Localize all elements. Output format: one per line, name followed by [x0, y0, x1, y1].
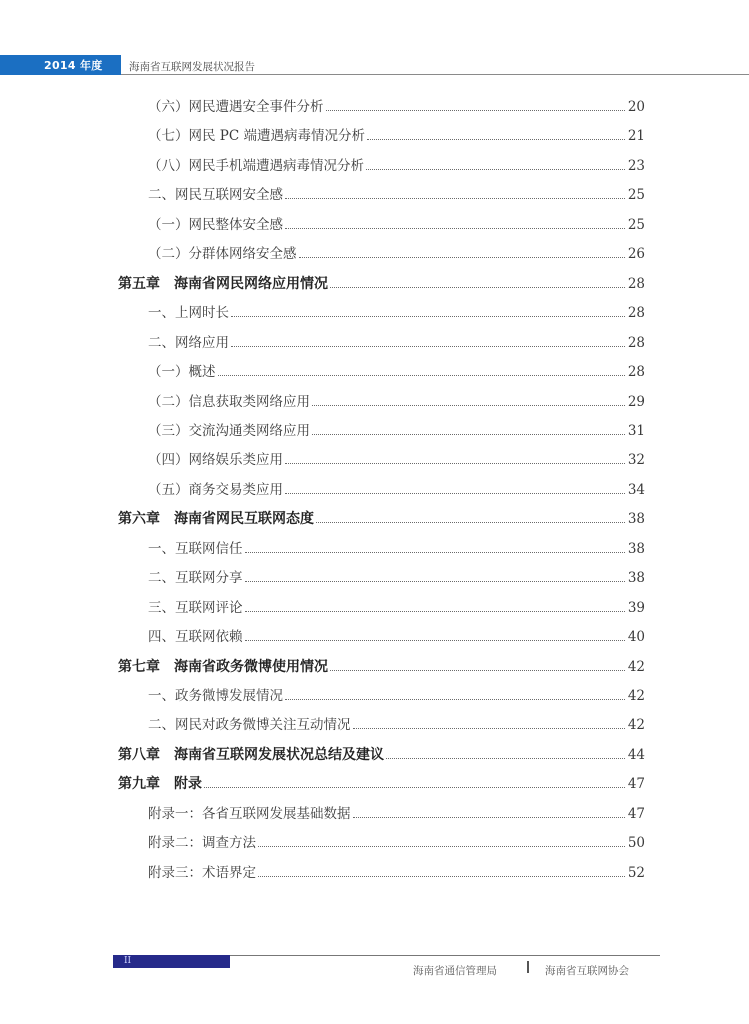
- dot-leader: [366, 169, 625, 170]
- toc-entry[interactable]: [0, 744, 749, 764]
- toc-entry-page: 28: [627, 364, 645, 381]
- toc-entry-label: （二）分群体网络安全感: [148, 246, 297, 263]
- dot-leader: [326, 110, 626, 111]
- header-report-title: 海南省互联网发展状况报告: [129, 61, 255, 73]
- toc-entry-page: 31: [627, 422, 645, 439]
- dot-leader: [245, 581, 626, 582]
- toc-entry-page: 21: [627, 128, 645, 145]
- toc-entry[interactable]: [0, 773, 749, 793]
- dot-leader: [285, 198, 625, 199]
- toc-entry-label: [118, 746, 386, 764]
- toc-entry-label: [118, 510, 316, 528]
- toc-entry-page: 38: [627, 511, 645, 528]
- dot-leader: [245, 611, 626, 612]
- toc-entry-label: [118, 775, 204, 793]
- footer-org-right: 海南省互联网协会: [545, 965, 629, 977]
- toc-entry-label: 一、政务微博发展情况: [148, 688, 283, 704]
- toc-entry-page: 50: [627, 835, 645, 852]
- toc-entry-label: [118, 275, 330, 293]
- toc-entry-page: 28: [627, 305, 645, 322]
- dot-leader: [353, 728, 626, 729]
- toc-entry-label: 附录三：术语界定: [148, 864, 256, 881]
- toc-entry-label: 二、网络应用: [148, 334, 229, 351]
- toc-entry[interactable]: [0, 508, 749, 528]
- toc-entry-page: 28: [627, 334, 645, 351]
- dot-leader: [299, 257, 626, 258]
- toc-entry-page: 25: [627, 187, 645, 204]
- toc-entry-label: 一、上网时长: [148, 305, 229, 322]
- toc-entry[interactable]: [0, 449, 749, 469]
- toc-entry[interactable]: [0, 361, 749, 381]
- toc-entry-page: 29: [627, 393, 645, 410]
- toc-entry[interactable]: [0, 420, 749, 440]
- dot-leader: [330, 287, 625, 288]
- toc-entry-label: （六）网民遭遇安全事件分析: [148, 99, 324, 115]
- dot-leader: [204, 787, 625, 788]
- toc-entry-page: 26: [627, 246, 645, 263]
- toc-entry[interactable]: [0, 243, 749, 263]
- toc-entry[interactable]: [0, 685, 749, 705]
- toc-entry[interactable]: [0, 391, 749, 411]
- toc-entry-page: 38: [627, 570, 645, 587]
- toc-entry[interactable]: [0, 714, 749, 734]
- toc-entry-label: （八）网民手机端遭遇病毒情况分析: [148, 157, 364, 174]
- toc-entry-label: （一）网民整体安全感: [148, 216, 283, 233]
- chapter-number: 第六章: [118, 511, 160, 528]
- toc-entry-label: （一）概述: [148, 364, 216, 381]
- dot-leader: [285, 228, 625, 229]
- toc-entry-page: 39: [627, 599, 645, 616]
- toc-entry-page: 23: [627, 157, 645, 174]
- dot-leader: [218, 375, 626, 376]
- dot-leader: [285, 493, 625, 494]
- toc-entry[interactable]: [0, 597, 749, 617]
- toc-entry[interactable]: [0, 832, 749, 852]
- toc-entry[interactable]: [0, 125, 749, 145]
- footer-divider: [230, 955, 660, 956]
- toc-entry[interactable]: [0, 862, 749, 882]
- chapter-number: 第七章: [118, 658, 160, 675]
- toc-entry[interactable]: [0, 803, 749, 823]
- toc-entry-label: 附录二：调查方法: [148, 835, 256, 852]
- toc-entry-page: 47: [627, 805, 645, 822]
- dot-leader: [245, 552, 626, 553]
- dot-leader: [285, 699, 625, 700]
- toc-entry[interactable]: [0, 626, 749, 646]
- chapter-title: 海南省网民网络应用情况: [174, 275, 328, 292]
- chapter-title: 海南省网民互联网态度: [174, 511, 314, 528]
- toc-entry-page: 40: [627, 629, 645, 646]
- dot-leader: [231, 346, 625, 347]
- toc-entry-label: （五）商务交易类应用: [148, 481, 283, 498]
- dot-leader: [258, 876, 625, 877]
- chapter-title: 海南省政务微博使用情况: [174, 658, 328, 675]
- toc-entry[interactable]: [0, 567, 749, 587]
- toc-entry[interactable]: [0, 273, 749, 293]
- toc-entry-label: （三）交流沟通类网络应用: [148, 422, 310, 439]
- toc-entry-label: 二、互联网分享: [148, 570, 243, 587]
- toc-entry[interactable]: [0, 302, 749, 322]
- toc-entry-label: 三、互联网评论: [148, 599, 243, 616]
- dot-leader: [258, 846, 625, 847]
- dot-leader: [231, 316, 625, 317]
- chapter-number: 第八章: [118, 746, 160, 763]
- dot-leader: [245, 640, 626, 641]
- footer-separator: [527, 961, 529, 973]
- toc-entry[interactable]: [0, 184, 749, 204]
- toc-entry[interactable]: [0, 332, 749, 352]
- toc-entry-label: （二）信息获取类网络应用: [148, 393, 310, 410]
- toc-entry-page: 38: [627, 540, 645, 557]
- toc-entry-label: （四）网络娱乐类应用: [148, 452, 283, 469]
- chapter-title: 附录: [174, 776, 202, 793]
- chapter-number: 第五章: [118, 275, 160, 292]
- toc-entry-page: 34: [627, 481, 645, 498]
- toc-entry-page: 32: [627, 452, 645, 469]
- dot-leader: [316, 522, 625, 523]
- toc-entry-page: 42: [627, 688, 645, 704]
- chapter-number: 第九章: [118, 776, 160, 793]
- toc-entry-label: 一、互联网信任: [148, 540, 243, 557]
- dot-leader: [312, 434, 625, 435]
- toc-entry[interactable]: [0, 538, 749, 558]
- toc-entry-page: 47: [627, 776, 645, 793]
- toc-entry[interactable]: [0, 155, 749, 175]
- toc-entry-label: 四、互联网依赖: [148, 629, 243, 646]
- toc-entry-label: 附录一：各省互联网发展基础数据: [148, 805, 351, 822]
- dot-leader: [330, 670, 625, 671]
- toc-entry-label: 二、网民互联网安全感: [148, 187, 283, 204]
- header-divider: [121, 74, 749, 75]
- toc-entry[interactable]: [0, 656, 749, 676]
- toc-entry-label: 二、网民对政务微博关注互动情况: [148, 717, 351, 734]
- dot-leader: [367, 139, 625, 140]
- dot-leader: [386, 758, 625, 759]
- toc-entry-page: 25: [627, 216, 645, 233]
- toc-entry-page: 42: [627, 658, 645, 675]
- footer-page-number: II: [124, 956, 132, 966]
- dot-leader: [312, 405, 625, 406]
- chapter-title: 海南省互联网发展状况总结及建议: [174, 746, 384, 763]
- toc-entry-label: （七）网民 PC 端遭遇病毒情况分析: [148, 128, 365, 145]
- dot-leader: [285, 463, 625, 464]
- toc-entry-page: 42: [627, 717, 645, 734]
- toc-entry[interactable]: [0, 479, 749, 499]
- toc-entry[interactable]: [0, 96, 749, 116]
- footer-org-left: 海南省通信管理局: [413, 965, 497, 977]
- toc-entry-page: 52: [627, 864, 645, 881]
- toc-entry-page: 28: [627, 275, 645, 292]
- header-year: 2014 年度: [44, 59, 103, 72]
- toc-entry-label: [118, 658, 330, 676]
- toc-entry[interactable]: [0, 214, 749, 234]
- dot-leader: [353, 817, 626, 818]
- toc-entry-page: 44: [627, 746, 645, 763]
- toc-entry-page: 20: [627, 99, 645, 115]
